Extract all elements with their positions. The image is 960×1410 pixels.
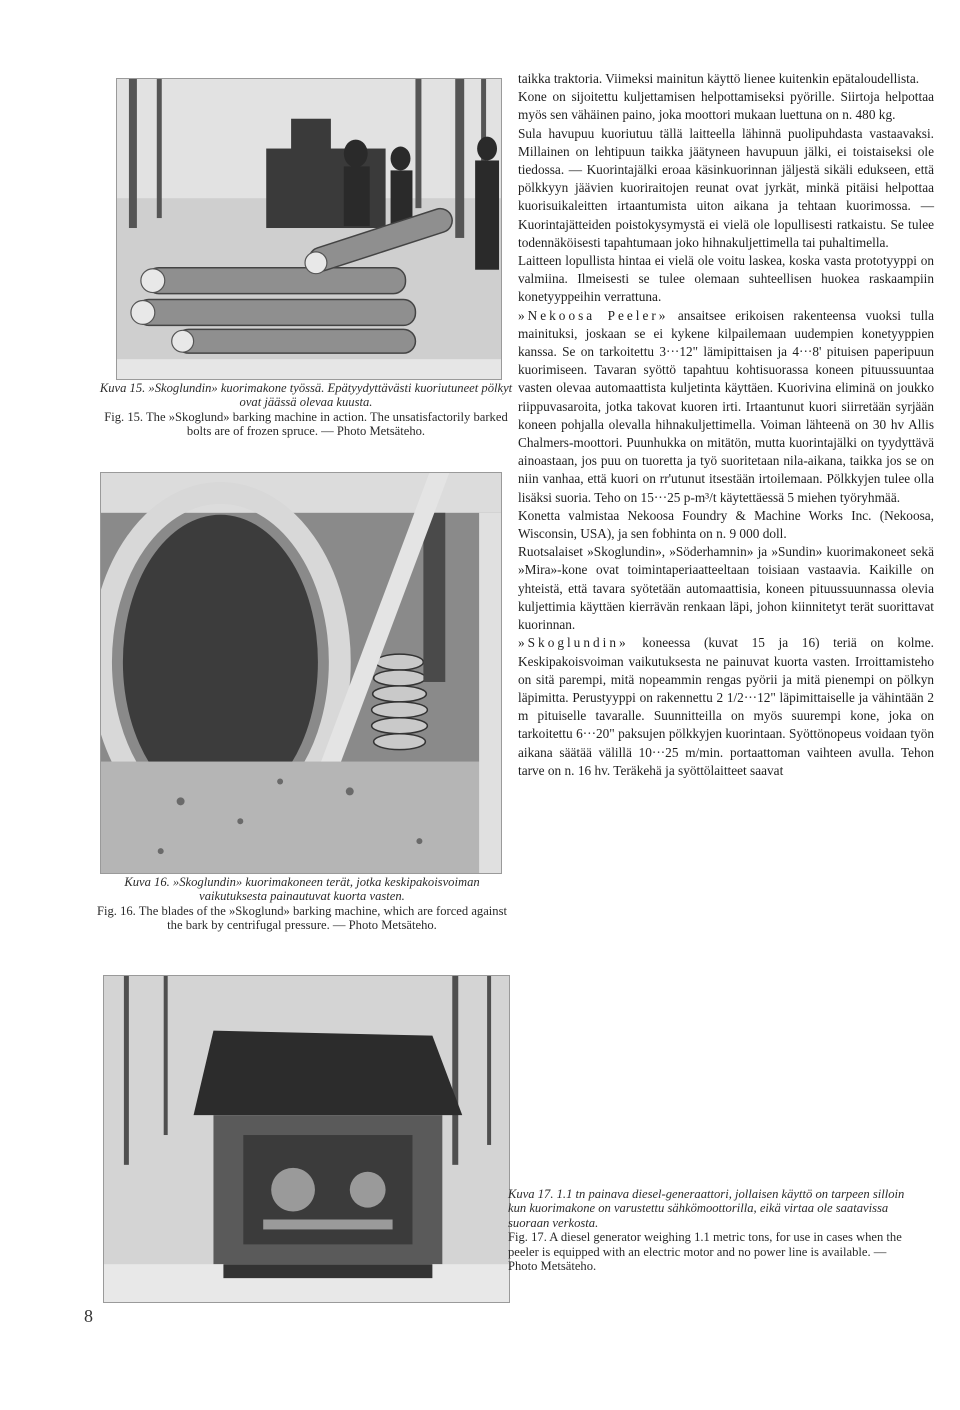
body-paragraph-8-text: koneessa (kuvat 15 ja 16) teriä on kolme. Keskipakoisvoiman vaikutuksesta ne painuvat kuorta vasten. Irroittamisteho on sitä parempi, mitä nopeammin rengas pyörii ja mitä pienempi on pölkyn läpimitta. Perustyyppi on rakennettu 2 1/2···12" läpimittaiselle ja vähintään 2 m pituiselle tavaralle. Suunnitteilla on myös suurempi kone, joka on tarkoitettu 6···20" paksujen pölkkyjen kuorintaan. Syöttönopeus voidaan työn aikana säätää välillä 10···25 m/min. portaattoman vaihteen avulla. Tehon tarve on n. 16 hv. Teräkehä ja syöttölaitteet saavat: [518, 635, 934, 778]
body-paragraph-4: Laitteen lopullista hintaa ei vielä ole voitu laskea, koska vasta prototyyppi on valmiina. Ilmeisesti se tulee olemaan suhteellisen huokea raskaampiin konetyyppeihin verrattuna.: [518, 253, 934, 305]
figure-16-caption-english: Fig. 16. The blades of the »Skoglund» barking machine, which are forced against the bark by centrifugal pressure. — Photo Metsäteho.: [96, 903, 507, 933]
figure-17-caption-finnish: Kuva 17. 1.1 tn painava diesel-generaattori, jollaisen käyttö on tarpeen silloin kun kuorimakone on varustettu sähkömoottorilla, eikä virtaa ole saatavissa suoraan verkosta.: [508, 1187, 905, 1230]
photo-diesel-generator: [103, 975, 510, 1303]
body-paragraph-1: taikka traktoria. Viimeksi mainitun käyttö lienee kuitenkin epätaloudellista.: [518, 71, 920, 86]
figure-16-caption: [92, 875, 512, 933]
body-paragraph-5-text: ansaitsee erikoisen rakenteensa vuoksi tulla mainituksi, joskaan se ei kykene kilpailemaan uudempien konetyyppien kanssa. Se on tarkoitettu 3···12" lämipittaisen ja 4···8' pituisen paperipuun kuorimiseen. Tavaran syöttö tapahtuu kohtisuorassa koneen pituussuuntaa vasten olevaa automaattista kuljetinta käyttäen. Kuorivina eliminä on joukko riippuvasaroita, jotka takovat kuoren irti. Irtaantunut kuori siirretään syrjään koneen pohjalla olevalla hihnakuljettimella. Voiman lähteenä on 30 hv Allis Chalmers-moottori. Puunhukka on mitätön, mutta kuorintajälki on tyydyttävä ainoastaan, jos puu on tuoretta ja työ suoritetaan nila-aikana, taikka jos se on niin vanhaa, että kuori on rr'utunut itsestään irtoilemaan. Pölkkyjen tulee olla lisäksi suoria. Teho on 15···25 p-m³/t käytettäessä 5 miehen työryhmää.: [518, 307, 935, 505]
figure-17-caption: [508, 1187, 918, 1273]
figure-15-caption-finnish: Kuva 15. »Skoglundin» kuorimakone työssä. Epätyydyttävästi kuoriutuneet pölkyt ovat jäässä olevaa kuusta.: [99, 381, 513, 410]
skoglundin-term: »Skoglundin»: [518, 635, 629, 651]
photo-barking-machine-in-action: [116, 78, 502, 380]
body-paragraph-6: Konetta valmistaa Nekoosa Foundry & Machine Works Inc. (Nekoosa, Wisconsin, USA), ja sen fobhinta on n. 9 000 doll.: [518, 507, 934, 542]
photo-barking-machine-blades: [100, 472, 502, 874]
figure-17-caption-english: Fig. 17. A diesel generator weighing 1.1 metric tons, for use in cases when the peeler is equipped with an electric motor and no power line is available. — Photo Metsäteho.: [508, 1230, 902, 1274]
body-paragraph-7: Ruotsalaiset »Skoglundin», »Söderhamnin» ja »Sundin» kuorimakoneet sekä »Mira»-kone ovat toimintaperiaatteeltaan toisiaan vastaavia. Kaikille on yhteistä, että tavara syötetään automaattisia, koneen pituussuunnassa olevia kuljettimia käyttäen kierrävän renkaan läpi, johon kiinnitetyt terät suorittavat kuorinnan.: [518, 544, 934, 633]
nekoosa-peeler-term: »Nekoosa Peeler»: [518, 307, 669, 323]
figure-15-caption-english: Fig. 15. The »Skoglund» barking machine in action. The unsatisfactorily barked bolts are of frozen spruce. — Photo Metsäteho.: [104, 409, 508, 439]
article-body-column: [518, 70, 934, 780]
page-number: 8: [84, 1306, 93, 1326]
body-paragraph-8: [518, 634, 934, 780]
body-paragraph-3: Sula havupuu kuoriutuu tällä laitteella lähinnä puolipuhdasta vastaavaksi. Millainen on lehtipuun taikka jäätyneen havupuun jälki, ei toistaiseksi ole tiedossa. — Kuorintajälki eroaa käsinkuorinnan jäljestä sikäli edukseen, että pölkkyyn jäävien kuoriraitojen reunat ovat jyrkät, minkä pitäisi helpottaa kuorisuikaleitten irtaantumista uiton aikana ja tehtaan kuorimossa. — Kuorintajätteiden poistokysymystä ei vielä ole lopullisesti ratkaistu. Se tulee todennäköisesti tapahtumaan joko hihnakuljettimella tai puhaltimella.: [518, 125, 934, 250]
body-paragraph-5: [518, 307, 934, 507]
body-paragraph-2: Kone on sijoitettu kuljettamisen helpottamiseksi pyörille. Siirtoja helpottaa myös sen vähäinen paino, joka moottori mukaan luettuna on n. 480 kg.: [518, 89, 934, 123]
figure-16-caption-finnish: Kuva 16. »Skoglundin» kuorimakoneen terät, jotka keskipakoisvoiman vaikutuksesta painautuvat kuorta vasten.: [124, 875, 480, 904]
figure-15-caption: [96, 381, 516, 439]
